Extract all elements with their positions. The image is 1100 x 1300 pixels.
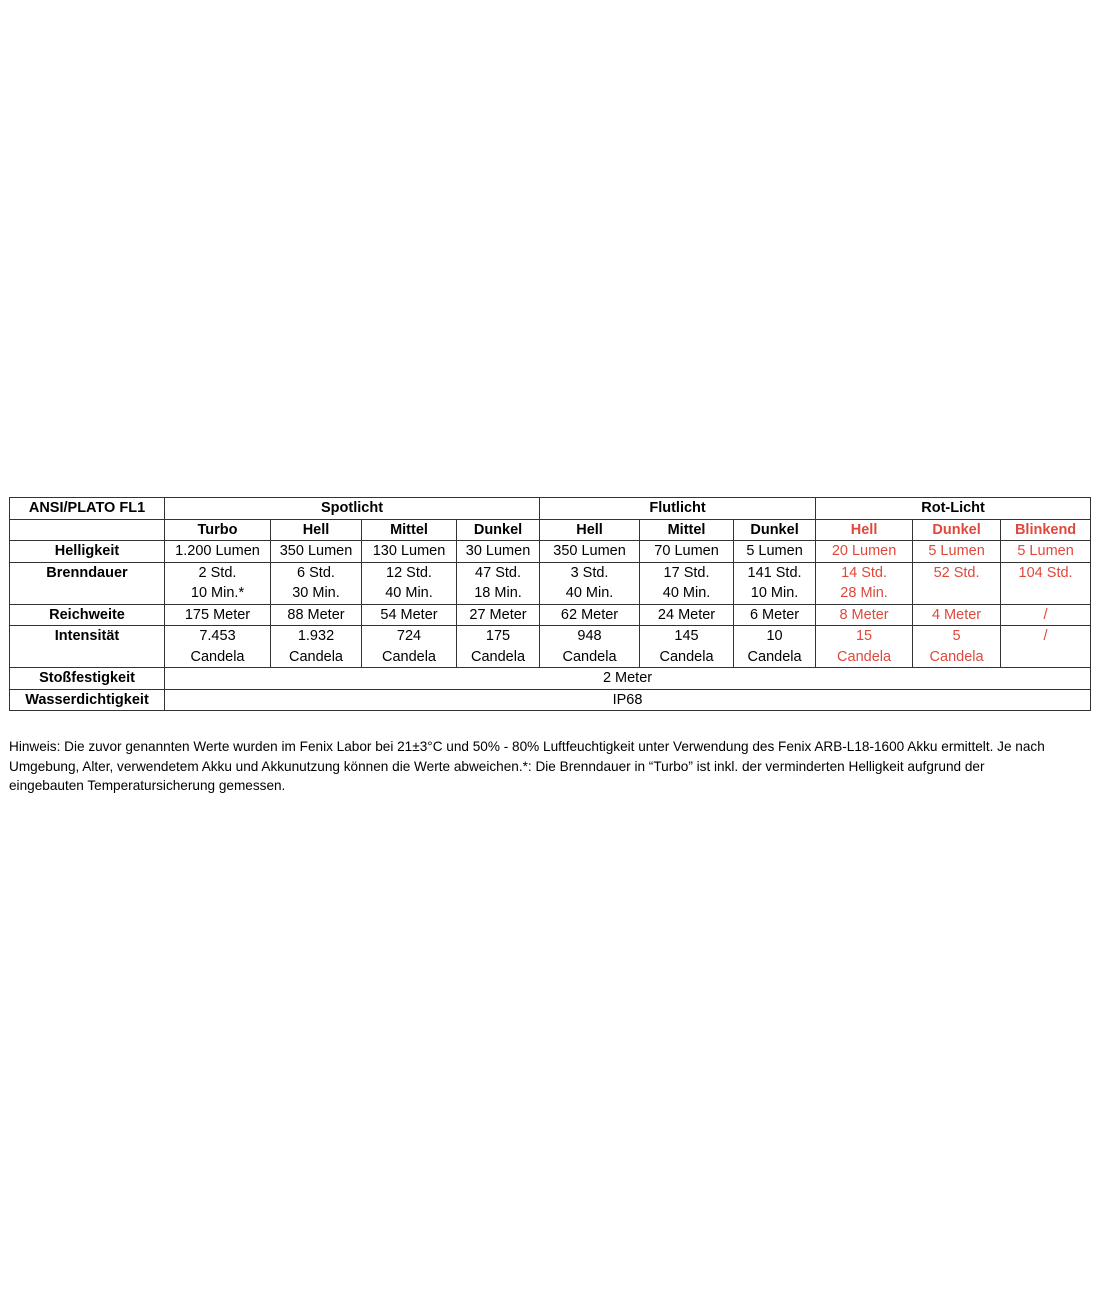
row-reichweite — [10, 604, 1091, 626]
value-cell — [457, 562, 540, 604]
value-line: 40 Min. — [662, 585, 711, 601]
value-cell — [165, 541, 271, 563]
value-cell — [540, 604, 640, 626]
value-cell — [734, 562, 816, 604]
value-line: 130 Lumen — [372, 543, 446, 559]
value-cell — [362, 541, 457, 563]
value-line: 175 — [485, 628, 511, 644]
row-stossfestigkeit — [10, 668, 1091, 690]
value-line: 7.453 — [199, 628, 236, 644]
value-cell — [1001, 562, 1091, 604]
value-cell — [734, 626, 816, 668]
value-line: 70 Lumen — [654, 543, 719, 559]
row-label: Stoßfestigkeit — [10, 668, 165, 690]
value-line: 28 Min. — [840, 585, 888, 601]
value-line: 15 — [855, 628, 873, 644]
value-line: 5 Lumen — [1017, 543, 1074, 559]
stossfestigkeit-value: 2 Meter — [165, 668, 1091, 690]
value-line: 20 Lumen — [831, 543, 897, 559]
value-cell — [734, 604, 816, 626]
mode-header: Hell — [816, 519, 913, 541]
value-cell — [271, 626, 362, 668]
group-flutlicht: Flutlicht — [540, 498, 816, 520]
value-cell — [271, 541, 362, 563]
value-cell — [540, 541, 640, 563]
row-label: Reichweite — [10, 604, 165, 626]
row-brenndauer — [10, 562, 1091, 604]
mode-header: Mittel — [640, 519, 734, 541]
value-cell — [271, 604, 362, 626]
value-cell — [540, 562, 640, 604]
value-line: 10 Min. — [750, 585, 799, 601]
value-cell — [640, 562, 734, 604]
row-intensitaet — [10, 626, 1091, 668]
mode-header: Mittel — [362, 519, 457, 541]
value-line: / — [1043, 606, 1048, 623]
value-line: 141 Std. — [747, 564, 802, 581]
value-line: Candela — [929, 648, 984, 665]
value-line: 948 — [577, 628, 602, 644]
value-line: 4 Meter — [931, 606, 982, 623]
value-cell — [457, 541, 540, 563]
value-line: 40 Min. — [385, 585, 433, 601]
value-line: 6 Meter — [749, 606, 800, 623]
wasserdichtigkeit-value: IP68 — [165, 689, 1091, 711]
mode-header: Dunkel — [457, 519, 540, 541]
value-cell — [362, 604, 457, 626]
value-line: 5 Lumen — [746, 543, 803, 559]
row-label: Wasserdichtigkeit — [10, 689, 165, 711]
empty-cell — [10, 519, 165, 541]
value-line: 350 Lumen — [279, 543, 353, 559]
value-line: 5 — [952, 628, 961, 644]
specifications-table — [9, 497, 1091, 711]
value-cell — [457, 626, 540, 668]
value-line: / — [1043, 628, 1048, 644]
value-cell — [913, 562, 1001, 604]
value-line: 1.932 — [297, 628, 335, 644]
value-line: 724 — [396, 628, 422, 644]
row-label: Intensität — [10, 626, 165, 668]
value-line: 145 — [674, 628, 699, 644]
value-line: Candela — [562, 648, 617, 665]
value-cell — [165, 626, 271, 668]
value-cell — [913, 604, 1001, 626]
value-line: Candela — [288, 648, 343, 665]
value-cell — [362, 562, 457, 604]
mode-header: Dunkel — [913, 519, 1001, 541]
value-cell — [816, 604, 913, 626]
value-line: 10 — [766, 628, 783, 644]
value-line: 8 Meter — [839, 606, 889, 623]
value-line: 18 Min. — [474, 585, 522, 601]
value-line: 12 Std. — [386, 564, 432, 581]
value-line: Candela — [837, 648, 892, 665]
value-line: 30 Lumen — [465, 543, 531, 559]
value-cell — [816, 541, 913, 563]
value-cell — [165, 604, 271, 626]
value-line: Candela — [471, 648, 526, 665]
value-line: 54 Meter — [380, 606, 438, 623]
mode-header: Blinkend — [1001, 519, 1091, 541]
group-rot-licht: Rot-Licht — [816, 498, 1091, 520]
value-cell — [540, 626, 640, 668]
value-line: Candela — [190, 648, 245, 665]
value-cell — [816, 626, 913, 668]
value-line: 14 Std. — [841, 564, 888, 581]
value-cell — [1001, 541, 1091, 563]
footnote: Hinweis: Die zuvor genannten Werte wurden im Fenix Labor bei 21±3°C und 50% - 80% Luftfeuchtigkeit unter Verwendung des Fenix ARB-L18-1600 Akku ermittelt. Je nach Umgebung, Alter, verwendetem Akku und Akkunutzung können die Werte abweichen.*: Die Brenndauer in “Turbo” ist inkl. der verminderten Helligkeit aufgrund der eingebauten Temperatursicherung gemessen. — [9, 739, 1045, 793]
mode-header: Hell — [271, 519, 362, 541]
value-cell — [165, 562, 271, 604]
group-header-row — [10, 498, 1091, 520]
value-cell — [1001, 604, 1091, 626]
value-cell — [640, 604, 734, 626]
value-cell — [734, 541, 816, 563]
value-line: 30 Min. — [292, 585, 340, 601]
value-line: 175 Meter — [184, 606, 251, 623]
value-line: 27 Meter — [469, 606, 527, 623]
value-line: 88 Meter — [287, 606, 345, 623]
row-wasserdichtigkeit — [10, 689, 1091, 711]
value-line: 47 Std. — [475, 564, 521, 581]
mode-header: Dunkel — [734, 519, 816, 541]
mode-header: Hell — [540, 519, 640, 541]
value-cell — [640, 626, 734, 668]
mode-header: Turbo — [165, 519, 271, 541]
value-line: 24 Meter — [657, 606, 716, 623]
value-cell — [913, 626, 1001, 668]
value-cell — [362, 626, 457, 668]
value-line: 6 Std. — [297, 564, 335, 581]
value-cell — [640, 541, 734, 563]
row-helligkeit — [10, 541, 1091, 563]
row-label: Brenndauer — [10, 562, 165, 604]
value-cell — [913, 541, 1001, 563]
value-cell — [271, 562, 362, 604]
row-label: Helligkeit — [10, 541, 165, 563]
value-line: 52 Std. — [933, 564, 980, 581]
value-line: 3 Std. — [570, 564, 609, 581]
value-line: 40 Min. — [565, 585, 614, 601]
value-line: 10 Min.* — [190, 585, 245, 601]
group-spotlicht: Spotlicht — [165, 498, 540, 520]
value-line: 1.200 Lumen — [175, 543, 260, 559]
mode-header-row — [10, 519, 1091, 541]
value-line: 2 Std. — [198, 564, 237, 581]
corner-label: ANSI/PLATO FL1 — [10, 498, 165, 520]
value-line: 350 Lumen — [553, 543, 626, 559]
value-cell — [816, 562, 913, 604]
value-line: 5 Lumen — [928, 543, 985, 559]
value-line: 104 Std. — [1018, 564, 1073, 581]
value-line: Candela — [659, 648, 714, 665]
value-line: 62 Meter — [560, 606, 619, 623]
value-line: Candela — [381, 648, 436, 665]
value-cell — [457, 604, 540, 626]
value-line: Candela — [747, 648, 802, 665]
value-line: 17 Std. — [663, 564, 710, 581]
value-cell — [1001, 626, 1091, 668]
